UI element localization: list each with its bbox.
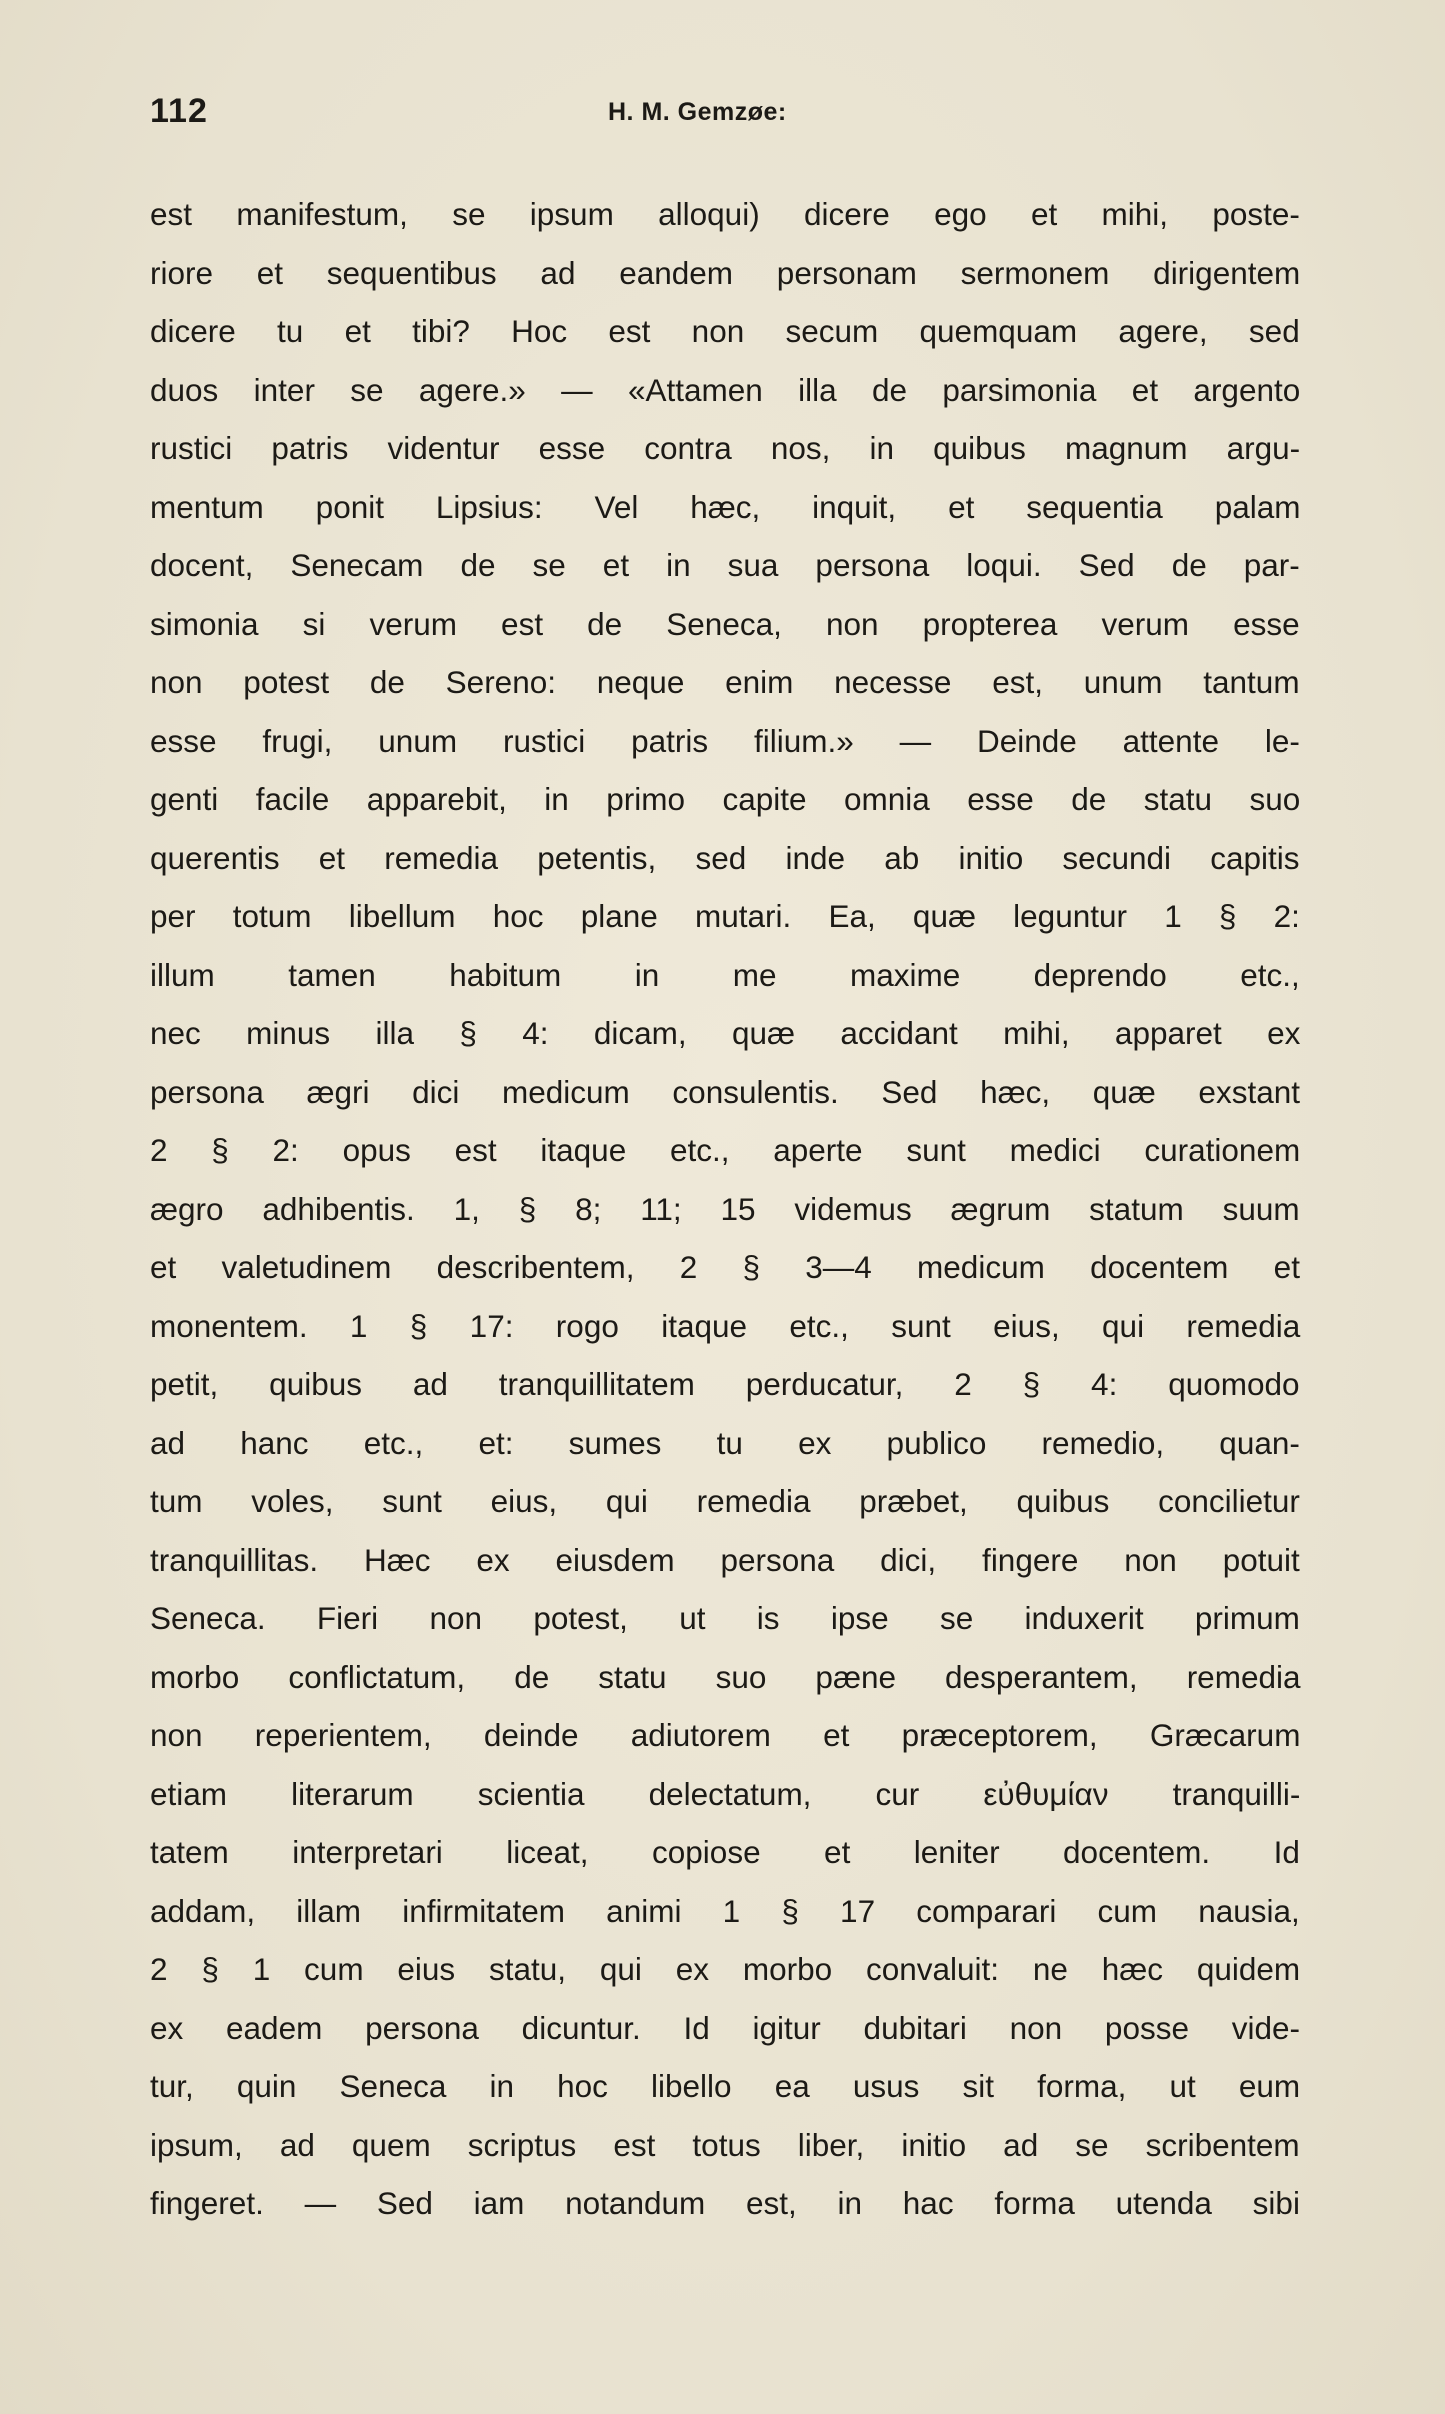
text-line: illum tamen habitum in me maxime deprendo etc.,	[150, 956, 1300, 993]
body-text	[150, 185, 1300, 2233]
text-line: querentis et remedia petentis, sed inde ab initio secundi capitis	[150, 839, 1300, 876]
text-line: esse frugi, unum rustici patris filium.» — Deinde attente le-	[150, 722, 1300, 759]
text-line: est manifestum, se ipsum alloqui) dicere ego et mihi, poste-	[150, 196, 1300, 232]
text-line: et valetudinem describentem, 2 § 3—4 medicum docentem et	[150, 1249, 1300, 1285]
text-line: dicere tu et tibi? Hoc est non secum quemquam agere, sed	[150, 313, 1300, 349]
text-line: ad hanc etc., et: sumes tu ex publico remedio, quan-	[150, 1424, 1300, 1461]
text-line: non reperientem, deinde adiutorem et præceptorem, Græcarum	[150, 1717, 1301, 1753]
text-line: nec minus illa § 4: dicam, quæ accidant mihi, apparet ex	[150, 1015, 1301, 1051]
text-line: rustici patris videntur esse contra nos, in quibus magnum argu-	[150, 430, 1301, 466]
text-line: simonia si verum est de Seneca, non propterea verum esse	[150, 605, 1300, 642]
text-line: ipsum, ad quem scriptus est totus liber, initio ad se scribentem	[150, 2126, 1300, 2163]
text-line: tatem interpretari liceat, copiose et leniter docentem. Id	[150, 1834, 1300, 1870]
text-line: addam, illam infirmitatem animi 1 § 17 comparari cum nausia,	[150, 1892, 1300, 1929]
text-line: non potest de Sereno: neque enim necesse est, unum tantum	[150, 664, 1300, 700]
text-line: mentum ponit Lipsius: Vel hæc, inquit, et sequentia palam	[150, 488, 1301, 525]
text-line: genti facile apparebit, in primo capite omnia esse de statu suo	[150, 781, 1301, 817]
text-line: tranquillitas. Hæc ex eiusdem persona dici, fingere non potuit	[150, 1541, 1300, 1578]
text-line: duos inter se agere.» — «Attamen illa de parsimonia et argento	[150, 371, 1301, 408]
running-head: H. M. Gemzøe:	[608, 98, 787, 126]
text-line: riore et sequentibus ad eandem personam sermonem dirigentem	[150, 254, 1301, 291]
text-line: morbo conflictatum, de statu suo pæne desperantem, remedia	[150, 1658, 1301, 1695]
text-line: monentem. 1 § 17: rogo itaque etc., sunt eius, qui remedia	[150, 1307, 1301, 1344]
text-line: Seneca. Fieri non potest, ut is ipse se induxerit primum	[150, 1600, 1300, 1636]
text-line: docent, Senecam de se et in sua persona loqui. Sed de par-	[150, 547, 1300, 583]
text-line: tur, quin Seneca in hoc libello ea usus sit forma, ut eum	[150, 2068, 1301, 2104]
text-line: etiam literarum scientia delectatum, cur εὐθυμίαν tranquilli-	[150, 1775, 1301, 1812]
page-header	[150, 92, 1300, 132]
page-number: 112	[150, 92, 208, 130]
text-line: 2 § 1 cum eius statu, qui ex morbo convaluit: ne hæc quidem	[150, 1951, 1301, 1987]
text-line: persona ægri dici medicum consulentis. Sed hæc, quæ exstant	[150, 1073, 1300, 1110]
text-line: per totum libellum hoc plane mutari. Ea, quæ leguntur 1 § 2:	[150, 898, 1300, 934]
text-line: ægro adhibentis. 1, § 8; 11; 15 videmus ægrum statum suum	[150, 1190, 1300, 1227]
text-line: fingeret. — Sed iam notandum est, in hac forma utenda sibi	[150, 2185, 1300, 2221]
text-line: tum voles, sunt eius, qui remedia præbet, quibus concilietur	[150, 1483, 1300, 1519]
text-line: 2 § 2: opus est itaque etc., aperte sunt medici curationem	[150, 1132, 1301, 1168]
text-line: ex eadem persona dicuntur. Id igitur dubitari non posse vide-	[150, 2009, 1301, 2046]
text-line: petit, quibus ad tranquillitatem perducatur, 2 § 4: quomodo	[150, 1366, 1300, 1402]
